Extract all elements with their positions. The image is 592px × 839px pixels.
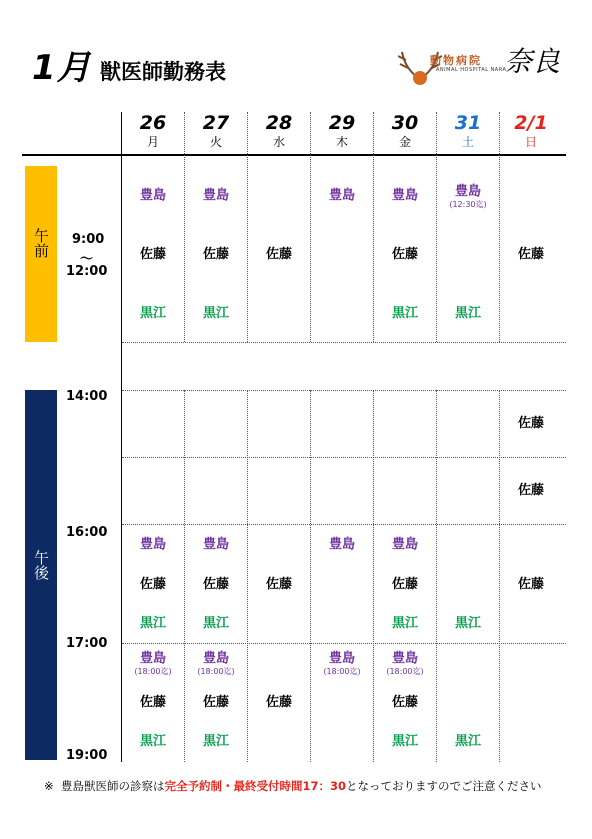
time-am-start: 9:00 <box>72 232 105 247</box>
vet-kuroe: 黒江 <box>391 616 418 631</box>
grid-divider <box>436 390 437 762</box>
morning-label: 午前 <box>32 228 50 258</box>
vet-toyoshima: 豊島 <box>328 537 355 552</box>
hours-note: (18:00迄) <box>197 667 235 676</box>
vet-sato: 佐藤 <box>139 247 166 262</box>
hours-note: (12:30迄) <box>449 200 487 209</box>
grid-divider <box>310 390 311 762</box>
grid-rule <box>122 524 566 525</box>
day-header-28 <box>248 112 310 150</box>
vet-toyoshima: 豊島 <box>391 188 418 203</box>
day-weekday: 月 <box>146 135 159 149</box>
time-am-tilde: 〜 <box>80 252 94 267</box>
vet-toyoshima: 豊島 <box>202 537 229 552</box>
logo-clinic-text: 動物病院 <box>430 54 482 67</box>
deer-head-icon <box>413 71 427 85</box>
day-weekday: 木 <box>335 135 348 149</box>
vet-sato: 佐藤 <box>139 577 166 592</box>
month-title: 1月 <box>32 48 92 88</box>
day-number: 29 <box>328 112 356 134</box>
vet-toyoshima: 豊島 <box>139 651 166 666</box>
grid-rule <box>122 643 566 644</box>
day-header-30 <box>374 112 436 150</box>
vet-sato: 佐藤 <box>265 247 292 262</box>
logo-subtitle: ANIMAL HOSPITAL NARA <box>436 67 507 73</box>
vet-sato: 佐藤 <box>139 695 166 710</box>
header-rule <box>22 154 566 156</box>
vet-toyoshima: 豊島 <box>328 651 355 666</box>
logo-nara-text: 奈良 <box>504 45 561 78</box>
time-am-end: 12:00 <box>66 264 108 279</box>
vet-sato: 佐藤 <box>265 577 292 592</box>
time-1400: 14:00 <box>66 389 108 404</box>
day-number: 26 <box>139 112 167 134</box>
day-weekday: 日 <box>524 135 537 149</box>
afternoon-label: 午後 <box>32 550 50 580</box>
vet-sato: 佐藤 <box>391 247 418 262</box>
grid-divider <box>247 112 248 342</box>
footnote-highlight: 完全予約制・最終受付時間17：30 <box>164 779 346 793</box>
vet-kuroe: 黒江 <box>139 616 166 631</box>
vet-kuroe: 黒江 <box>139 734 166 749</box>
vet-kuroe: 黒江 <box>139 306 166 321</box>
vet-kuroe: 黒江 <box>391 306 418 321</box>
time-1600: 16:00 <box>66 525 108 540</box>
day-header-26 <box>122 112 184 150</box>
grid-rule <box>122 390 566 391</box>
vet-sato: 佐藤 <box>202 247 229 262</box>
day-weekday: 火 <box>209 135 222 149</box>
day-weekday: 金 <box>398 135 411 149</box>
grid-rule <box>122 342 566 343</box>
grid-divider <box>499 112 500 342</box>
vet-kuroe: 黒江 <box>454 734 481 749</box>
day-number: 28 <box>265 112 293 134</box>
vet-toyoshima: 豊島 <box>202 188 229 203</box>
footnote-mark: ※ <box>44 779 54 793</box>
day-number: 27 <box>202 112 230 134</box>
footnote-text-a: 豊島獣医師の診察は <box>60 779 165 793</box>
vet-sato: 佐藤 <box>202 577 229 592</box>
vet-sato: 佐藤 <box>391 577 418 592</box>
vet-kuroe: 黒江 <box>391 734 418 749</box>
day-weekday: 土 <box>461 135 474 149</box>
vet-toyoshima: 豊島 <box>202 651 229 666</box>
footnote <box>44 778 541 794</box>
vet-toyoshima: 豊島 <box>328 188 355 203</box>
vet-sato: 佐藤 <box>517 416 544 431</box>
vet-toyoshima: 豊島 <box>391 537 418 552</box>
vet-toyoshima: 豊島 <box>454 184 481 199</box>
footnote-text-c: となっておりますのでご注意ください <box>345 779 542 793</box>
vet-toyoshima: 豊島 <box>139 537 166 552</box>
day-number: 30 <box>391 112 419 134</box>
hours-note: (18:00迄) <box>386 667 424 676</box>
grid-divider <box>499 390 500 762</box>
day-number: 2/1 <box>514 112 548 134</box>
vet-kuroe: 黒江 <box>202 616 229 631</box>
time-1700: 17:00 <box>66 636 108 651</box>
vet-sato: 佐藤 <box>517 577 544 592</box>
page-title: 獣医師勤務表 <box>100 60 226 84</box>
day-header-27 <box>185 112 247 150</box>
vet-sato: 佐藤 <box>517 247 544 262</box>
vet-kuroe: 黒江 <box>202 734 229 749</box>
vet-sato: 佐藤 <box>265 695 292 710</box>
vet-kuroe: 黒江 <box>454 616 481 631</box>
day-header-29 <box>311 112 373 150</box>
time-1900: 19:00 <box>66 748 108 763</box>
vet-kuroe: 黒江 <box>202 306 229 321</box>
day-header-31 <box>437 112 499 150</box>
vet-kuroe: 黒江 <box>454 306 481 321</box>
afternoon-band <box>25 390 57 760</box>
vet-sato: 佐藤 <box>517 483 544 498</box>
hours-note: (18:00迄) <box>323 667 361 676</box>
day-number: 31 <box>454 112 482 134</box>
vet-sato: 佐藤 <box>202 695 229 710</box>
vet-toyoshima: 豊島 <box>391 651 418 666</box>
day-weekday: 水 <box>272 135 285 149</box>
grid-divider <box>310 112 311 342</box>
day-header-2-1 <box>500 112 562 150</box>
grid-rule <box>122 457 566 458</box>
morning-band <box>25 166 57 342</box>
hours-note: (18:00迄) <box>134 667 172 676</box>
vet-toyoshima: 豊島 <box>139 188 166 203</box>
vet-sato: 佐藤 <box>391 695 418 710</box>
